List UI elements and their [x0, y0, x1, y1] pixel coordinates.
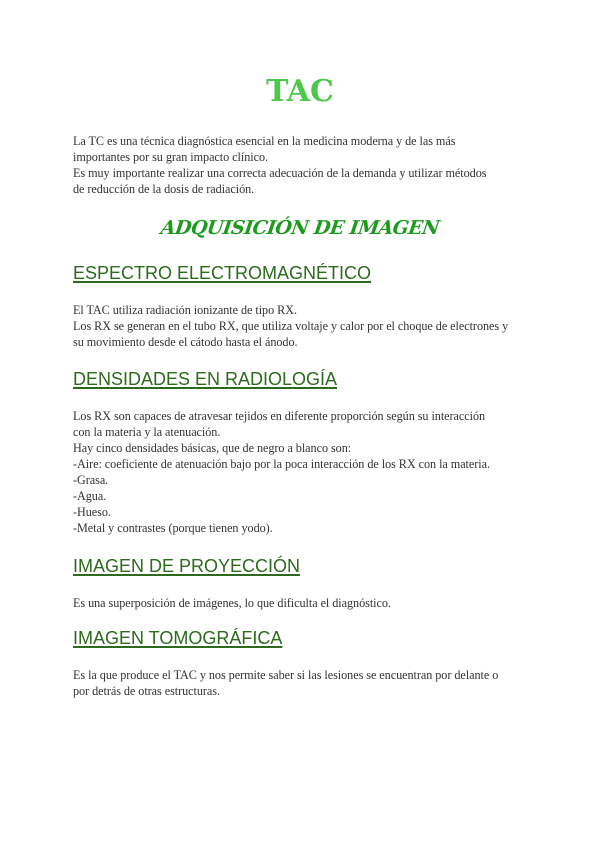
list-item: -Aire: coeficiente de atenuación bajo por la poca interacción de los RX con la materia. [73, 457, 490, 471]
text-line: Es muy importante realizar una correcta adecuación de la demanda y utilizar métodos [73, 166, 487, 180]
list-item: -Grasa. [73, 473, 109, 487]
section-heading-proyeccion: IMAGEN DE PROYECCIÓN [73, 556, 301, 576]
document-title: TAC [266, 74, 334, 109]
list-item: -Hueso. [73, 505, 111, 519]
section-paragraph-proyeccion [73, 595, 543, 611]
section-heading-tomografica: IMAGEN TOMOGRÁFICA [73, 628, 283, 648]
text-line: Los RX se generan en el tubo RX, que utiliza voltaje y calor por el choque de electrones y [73, 319, 509, 333]
text-line: Hay cinco densidades básicas, que de negro a blanco son: [73, 441, 352, 455]
text-line: por detrás de otras estructuras. [73, 684, 220, 698]
list-item: -Metal y contrastes (porque tienen yodo). [73, 521, 273, 535]
section-heading-densidades: DENSIDADES EN RADIOLOGÍA [73, 369, 338, 389]
section-paragraph-tomografica [73, 667, 543, 699]
section-heading-espectro: ESPECTRO ELECTROMAGNÉTICO [73, 263, 372, 283]
text-line: Es una superposición de imágenes, lo que dificulta el diagnóstico. [73, 596, 391, 610]
intro-paragraph [73, 133, 543, 197]
text-line: de reducción de la dosis de radiación. [73, 182, 255, 196]
section-paragraph-espectro [73, 302, 543, 350]
text-line: con la materia y la atenuación. [73, 425, 221, 439]
text-line: Es la que produce el TAC y nos permite saber si las lesiones se encuentran por delante o [73, 668, 499, 682]
section-paragraph-densidades [73, 408, 543, 536]
text-line: El TAC utiliza radiación ionizante de tipo RX. [73, 303, 297, 317]
main-heading: ADQUISICIÓN DE IMAGEN [159, 217, 441, 239]
text-line: Los RX son capaces de atravesar tejidos en diferente proporción según su interacción [73, 409, 486, 423]
text-line: importantes por su gran impacto clínico. [73, 150, 268, 164]
list-item: -Agua. [73, 489, 107, 503]
text-line: La TC es una técnica diagnóstica esencial en la medicina moderna y de las más [73, 134, 456, 148]
text-line: su movimiento desde el cátodo hasta el ánodo. [73, 335, 298, 349]
